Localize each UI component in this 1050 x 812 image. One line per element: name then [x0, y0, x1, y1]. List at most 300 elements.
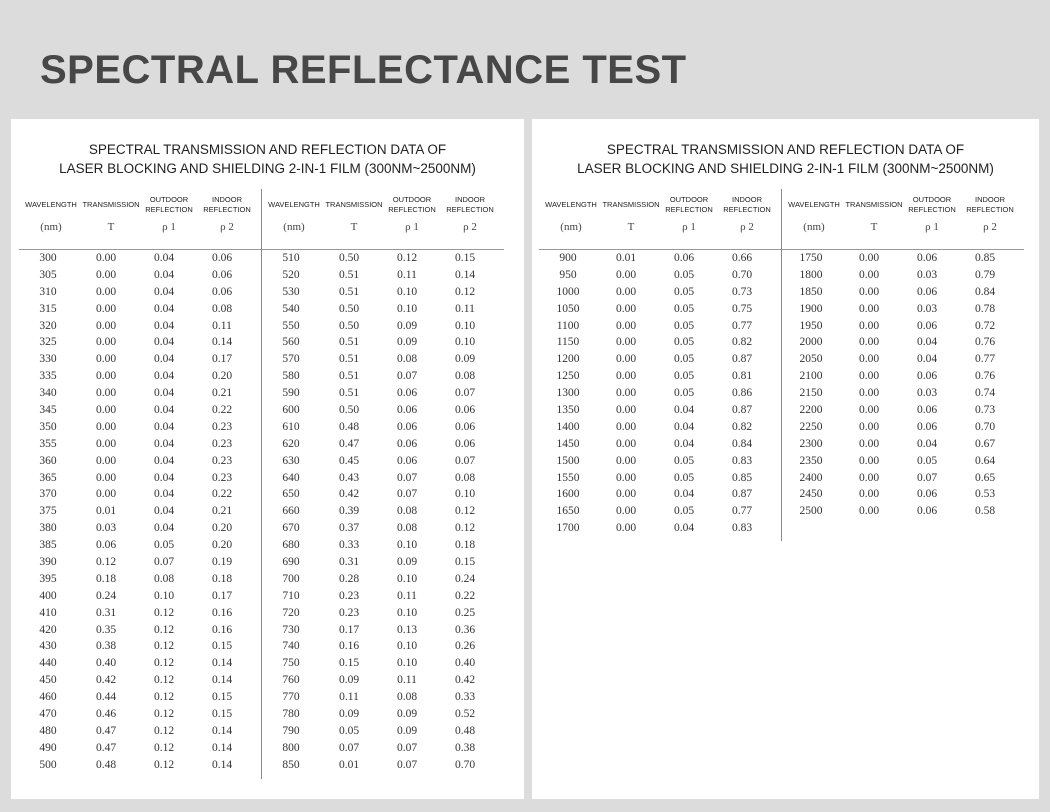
table-row [262, 284, 504, 301]
table-cell: 0.05 [673, 302, 695, 315]
data-table-block [782, 194, 1024, 520]
table-cell: 730 [282, 623, 300, 636]
column-header-name: OUTDOOR REFLECTION [145, 195, 193, 214]
table-cell: 0.40 [454, 657, 476, 670]
table-cell: 0.47 [95, 741, 117, 754]
table-header [19, 194, 261, 250]
table-cell: 0.37 [338, 522, 360, 535]
table-cell: 0.04 [673, 522, 695, 535]
table-cell: 0.10 [396, 657, 418, 670]
table-cell: 0.70 [974, 420, 996, 433]
table-cell: 640 [282, 471, 300, 484]
table-cell: 0.07 [396, 471, 418, 484]
table-cell: 470 [39, 708, 57, 721]
table-cell: 0.14 [211, 657, 233, 670]
table-cell: 0.72 [974, 319, 996, 332]
table-row [262, 503, 504, 520]
table-cell: 0.14 [211, 724, 233, 737]
table-cell: 0.18 [454, 539, 476, 552]
table-cell: 1150 [556, 336, 580, 349]
table-cell: 0.83 [731, 522, 753, 535]
column-header [903, 194, 961, 233]
table-row [539, 470, 781, 487]
table-cell: 0.40 [95, 657, 117, 670]
table-body [262, 250, 504, 774]
table-cell: 0.00 [858, 488, 880, 501]
table-cell: 540 [282, 302, 300, 315]
table-cell: 740 [282, 640, 300, 653]
table-cell: 1350 [556, 404, 580, 417]
table-row [19, 385, 261, 402]
table-cell: 0.06 [95, 539, 117, 552]
table-row [782, 368, 1024, 385]
table-row [262, 554, 504, 571]
data-table-block [539, 194, 781, 537]
table-cell: 0.13 [396, 623, 418, 636]
table-row [539, 301, 781, 318]
table-cell: 610 [282, 420, 300, 433]
table-cell: 0.06 [454, 437, 476, 450]
table-cell: 0.22 [211, 404, 233, 417]
table-cell: 0.36 [454, 623, 476, 636]
table-cell: 0.51 [338, 285, 360, 298]
table-row [262, 351, 504, 368]
table-cell: 0.23 [338, 589, 360, 602]
table-cell: 0.14 [211, 741, 233, 754]
table-row [539, 453, 781, 470]
data-table-block [19, 194, 261, 774]
table-row [19, 250, 261, 267]
panel-title-line-1: SPECTRAL TRANSMISSION AND REFLECTION DATA OF [606, 142, 965, 157]
table-row [19, 486, 261, 503]
column-header-symbol: ρ 1 [682, 221, 696, 233]
table-cell: 0.33 [338, 539, 360, 552]
table-cell: 0.00 [615, 471, 637, 484]
table-cell: 0.00 [858, 370, 880, 383]
table-cell: 0.05 [673, 319, 695, 332]
table-cell: 0.09 [338, 674, 360, 687]
table-row [539, 520, 781, 537]
table-header [262, 194, 504, 250]
panel-title-line-2: LASER BLOCKING AND SHIELDING 2-IN-1 FILM (300NM~2500NM) [577, 161, 994, 176]
table-cell: 0.73 [731, 285, 753, 298]
column-header-name: INDOOR REFLECTION [203, 195, 251, 214]
table-cell: 0.87 [731, 488, 753, 501]
table-cell: 0.05 [338, 724, 360, 737]
data-panel-right [532, 119, 1039, 799]
table-cell: 0.15 [454, 252, 476, 264]
column-header [961, 194, 1019, 233]
table-cell: 0.10 [396, 640, 418, 653]
table-row [19, 723, 261, 740]
table-cell: 900 [559, 252, 577, 264]
table-cell: 750 [282, 657, 300, 670]
table-cell: 0.39 [338, 505, 360, 518]
table-row [782, 318, 1024, 335]
table-cell: 0.11 [397, 268, 417, 281]
table-cell: 335 [39, 370, 57, 383]
table-cell: 460 [39, 691, 57, 704]
table-cell: 0.23 [211, 454, 233, 467]
table-cell: 0.48 [338, 420, 360, 433]
table-cell: 0.06 [916, 505, 938, 518]
table-cell: 0.51 [338, 353, 360, 366]
table-cell: 1750 [799, 252, 823, 264]
table-cell: 345 [39, 404, 57, 417]
table-cell: 560 [282, 336, 300, 349]
column-header-name: OUTDOOR REFLECTION [388, 195, 436, 214]
table-header [539, 194, 781, 250]
table-cell: 1950 [799, 319, 823, 332]
table-cell: 0.76 [974, 370, 996, 383]
table-cell: 0.09 [396, 336, 418, 349]
table-cell: 0.01 [338, 758, 360, 771]
table-cell: 0.09 [454, 353, 476, 366]
table-cell: 0.00 [95, 353, 117, 366]
table-cell: 0.00 [615, 488, 637, 501]
table-row [539, 318, 781, 335]
column-header-symbol: ρ 1 [405, 221, 419, 233]
table-cell: 670 [282, 522, 300, 535]
table-row [782, 250, 1024, 267]
table-cell: 0.38 [454, 741, 476, 754]
table-cell: 0.35 [95, 623, 117, 636]
table-cell: 0.83 [731, 454, 753, 467]
table-cell: 0.04 [153, 387, 175, 400]
table-cell: 0.38 [95, 640, 117, 653]
page-title: SPECTRAL REFLECTANCE TEST [40, 48, 687, 92]
table-cell: 0.00 [615, 370, 637, 383]
table-cell: 660 [282, 505, 300, 518]
table-row [782, 453, 1024, 470]
table-cell: 330 [39, 353, 57, 366]
table-cell: 0.33 [454, 691, 476, 704]
column-header [542, 194, 600, 233]
table-cell: 0.15 [211, 691, 233, 704]
table-cell: 0.00 [858, 471, 880, 484]
column-header-symbol: ρ 2 [740, 221, 754, 233]
table-row [19, 622, 261, 639]
table-row [262, 689, 504, 706]
table-row [262, 402, 504, 419]
column-header [325, 194, 383, 233]
table-cell: 0.06 [916, 252, 938, 264]
table-cell: 0.12 [454, 522, 476, 535]
table-cell: 0.16 [211, 606, 233, 619]
column-header [82, 194, 140, 233]
table-cell: 0.51 [338, 336, 360, 349]
table-row [782, 267, 1024, 284]
table-cell: 380 [39, 522, 57, 535]
table-body [539, 250, 781, 537]
table-cell: 360 [39, 454, 57, 467]
table-cell: 0.47 [338, 437, 360, 450]
table-cell: 0.07 [454, 454, 476, 467]
table-cell: 0.00 [615, 404, 637, 417]
table-cell: 0.07 [396, 370, 418, 383]
table-row [19, 419, 261, 436]
table-cell: 0.04 [153, 370, 175, 383]
column-header-name: TRANSMISSION [845, 200, 903, 209]
table-cell: 310 [39, 285, 57, 298]
table-cell: 0.85 [731, 471, 753, 484]
table-cell: 0.50 [338, 319, 360, 332]
table-row [19, 554, 261, 571]
table-cell: 0.00 [858, 387, 880, 400]
table-cell: 0.06 [916, 420, 938, 433]
column-header-name: INDOOR REFLECTION [966, 195, 1014, 214]
table-cell: 0.31 [95, 606, 117, 619]
table-row [19, 655, 261, 672]
table-cell: 0.04 [153, 471, 175, 484]
table-row [539, 284, 781, 301]
table-cell: 370 [39, 488, 57, 501]
table-cell: 0.12 [153, 708, 175, 721]
table-cell: 0.81 [731, 370, 753, 383]
table-cell: 0.06 [396, 387, 418, 400]
table-cell: 0.03 [916, 387, 938, 400]
table-cell: 700 [282, 572, 300, 585]
table-cell: 0.24 [95, 589, 117, 602]
column-header [602, 194, 660, 233]
table-cell: 0.79 [974, 268, 996, 281]
table-cell: 0.07 [916, 471, 938, 484]
table-cell: 0.00 [95, 437, 117, 450]
table-cell: 0.19 [211, 556, 233, 569]
table-cell: 0.05 [673, 285, 695, 298]
table-cell: 0.10 [396, 606, 418, 619]
panel-title-line-1: SPECTRAL TRANSMISSION AND REFLECTION DATA OF [88, 142, 447, 157]
table-cell: 0.04 [673, 404, 695, 417]
table-cell: 0.10 [396, 285, 418, 298]
table-row [782, 334, 1024, 351]
table-cell: 2500 [799, 505, 823, 518]
table-body [782, 250, 1024, 520]
table-cell: 0.70 [731, 268, 753, 281]
table-cell: 0.14 [211, 758, 233, 771]
table-cell: 300 [39, 252, 57, 264]
table-cell: 0.00 [615, 268, 637, 281]
table-cell: 0.12 [95, 556, 117, 569]
table-cell: 2200 [799, 404, 823, 417]
table-cell: 0.17 [211, 589, 233, 602]
table-cell: 0.12 [153, 640, 175, 653]
table-cell: 0.05 [673, 505, 695, 518]
table-cell: 690 [282, 556, 300, 569]
table-cell: 0.00 [858, 319, 880, 332]
table-cell: 0.04 [153, 404, 175, 417]
table-row [19, 318, 261, 335]
table-cell: 350 [39, 420, 57, 433]
table-cell: 0.51 [338, 387, 360, 400]
table-cell: 0.00 [615, 420, 637, 433]
column-header-name: INDOOR REFLECTION [723, 195, 771, 214]
table-cell: 0.10 [454, 319, 476, 332]
table-row [262, 638, 504, 655]
table-cell: 1700 [556, 522, 580, 535]
table-cell: 0.48 [95, 758, 117, 771]
table-row [539, 267, 781, 284]
table-cell: 0.08 [396, 505, 418, 518]
table-row [19, 368, 261, 385]
table-cell: 430 [39, 640, 57, 653]
table-cell: 0.15 [211, 640, 233, 653]
table-cell: 0.75 [731, 302, 753, 315]
table-cell: 780 [282, 708, 300, 721]
table-cell: 0.15 [338, 657, 360, 670]
table-cell: 0.00 [858, 285, 880, 298]
table-cell: 0.84 [974, 285, 996, 298]
table-cell: 0.07 [396, 741, 418, 754]
table-row [19, 520, 261, 537]
column-header [22, 194, 80, 233]
table-cell: 0.74 [974, 387, 996, 400]
table-cell: 0.06 [211, 252, 233, 264]
table-cell: 520 [282, 268, 300, 281]
column-divider [261, 189, 262, 779]
table-row [262, 672, 504, 689]
column-header [845, 194, 903, 233]
table-cell: 0.05 [153, 539, 175, 552]
table-row [782, 284, 1024, 301]
table-cell: 1600 [556, 488, 580, 501]
table-cell: 0.85 [974, 252, 996, 264]
table-cell: 0.04 [153, 437, 175, 450]
table-row [19, 301, 261, 318]
table-cell: 0.01 [95, 505, 117, 518]
table-cell: 0.00 [858, 353, 880, 366]
table-cell: 550 [282, 319, 300, 332]
table-cell: 1200 [556, 353, 580, 366]
table-cell: 0.78 [974, 302, 996, 315]
table-cell: 0.00 [615, 387, 637, 400]
column-header [140, 194, 198, 233]
table-cell: 0.16 [211, 623, 233, 636]
column-header [785, 194, 843, 233]
table-cell: 630 [282, 454, 300, 467]
table-cell: 0.05 [673, 353, 695, 366]
table-cell: 0.66 [731, 252, 753, 264]
table-cell: 0.06 [916, 319, 938, 332]
table-cell: 0.11 [397, 674, 417, 687]
column-header-name: WAVELENGTH [545, 200, 597, 209]
table-row [19, 267, 261, 284]
table-cell: 0.25 [454, 606, 476, 619]
table-cell: 0.17 [338, 623, 360, 636]
table-row [19, 537, 261, 554]
table-cell: 0.08 [396, 353, 418, 366]
table-cell: 0.05 [673, 268, 695, 281]
table-cell: 0.58 [974, 505, 996, 518]
column-header-symbol: ρ 2 [220, 221, 234, 233]
table-cell: 365 [39, 471, 57, 484]
column-header-name: WAVELENGTH [268, 200, 320, 209]
panel-title [532, 140, 1039, 178]
table-cell: 0.12 [153, 724, 175, 737]
table-row [539, 385, 781, 402]
table-cell: 0.77 [731, 505, 753, 518]
table-cell: 0.11 [339, 691, 359, 704]
table-cell: 0.00 [95, 404, 117, 417]
table-row [262, 706, 504, 723]
table-cell: 0.42 [338, 488, 360, 501]
table-cell: 1500 [556, 454, 580, 467]
table-cell: 2400 [799, 471, 823, 484]
table-cell: 0.06 [454, 404, 476, 417]
table-header [782, 194, 1024, 250]
table-cell: 0.51 [338, 268, 360, 281]
table-cell: 710 [282, 589, 300, 602]
table-cell: 410 [39, 606, 57, 619]
table-row [19, 453, 261, 470]
table-cell: 0.00 [615, 522, 637, 535]
table-cell: 0.10 [396, 302, 418, 315]
table-cell: 0.73 [974, 404, 996, 417]
table-cell: 0.06 [673, 252, 695, 264]
table-cell: 0.04 [153, 488, 175, 501]
column-header-name: WAVELENGTH [788, 200, 840, 209]
column-header-symbol: ρ 1 [162, 221, 176, 233]
table-row [262, 622, 504, 639]
panel-title [11, 140, 524, 178]
column-header-symbol: T [627, 221, 635, 233]
table-cell: 0.48 [454, 724, 476, 737]
column-header [718, 194, 776, 233]
table-cell: 0.04 [153, 268, 175, 281]
table-cell: 2250 [799, 420, 823, 433]
table-cell: 1300 [556, 387, 580, 400]
table-row [262, 436, 504, 453]
table-cell: 0.44 [95, 691, 117, 704]
table-row [782, 486, 1024, 503]
table-cell: 0.50 [338, 302, 360, 315]
table-cell: 0.00 [615, 505, 637, 518]
table-cell: 0.05 [673, 370, 695, 383]
table-row [782, 402, 1024, 419]
table-cell: 0.04 [916, 353, 938, 366]
table-row [262, 537, 504, 554]
column-header [383, 194, 441, 233]
table-row [262, 740, 504, 757]
column-header-symbol: ρ 2 [463, 221, 477, 233]
table-cell: 0.07 [338, 741, 360, 754]
table-cell: 0.00 [95, 252, 117, 264]
table-cell: 800 [282, 741, 300, 754]
column-header-symbol: T [350, 221, 358, 233]
table-cell: 490 [39, 741, 57, 754]
table-row [19, 706, 261, 723]
table-cell: 0.00 [858, 252, 880, 264]
table-cell: 305 [39, 268, 57, 281]
table-cell: 0.20 [211, 370, 233, 383]
column-header-symbol: T [107, 221, 115, 233]
table-row [782, 470, 1024, 487]
table-row [782, 301, 1024, 318]
table-cell: 0.08 [454, 370, 476, 383]
column-header-name: INDOOR REFLECTION [446, 195, 494, 214]
table-cell: 770 [282, 691, 300, 704]
table-cell: 0.84 [731, 437, 753, 450]
table-cell: 1250 [556, 370, 580, 383]
table-cell: 0.00 [615, 319, 637, 332]
table-cell: 0.00 [95, 268, 117, 281]
table-cell: 0.82 [731, 336, 753, 349]
table-cell: 0.23 [211, 420, 233, 433]
table-cell: 0.08 [153, 572, 175, 585]
table-cell: 0.00 [95, 471, 117, 484]
table-cell: 0.46 [95, 708, 117, 721]
table-body [19, 250, 261, 774]
